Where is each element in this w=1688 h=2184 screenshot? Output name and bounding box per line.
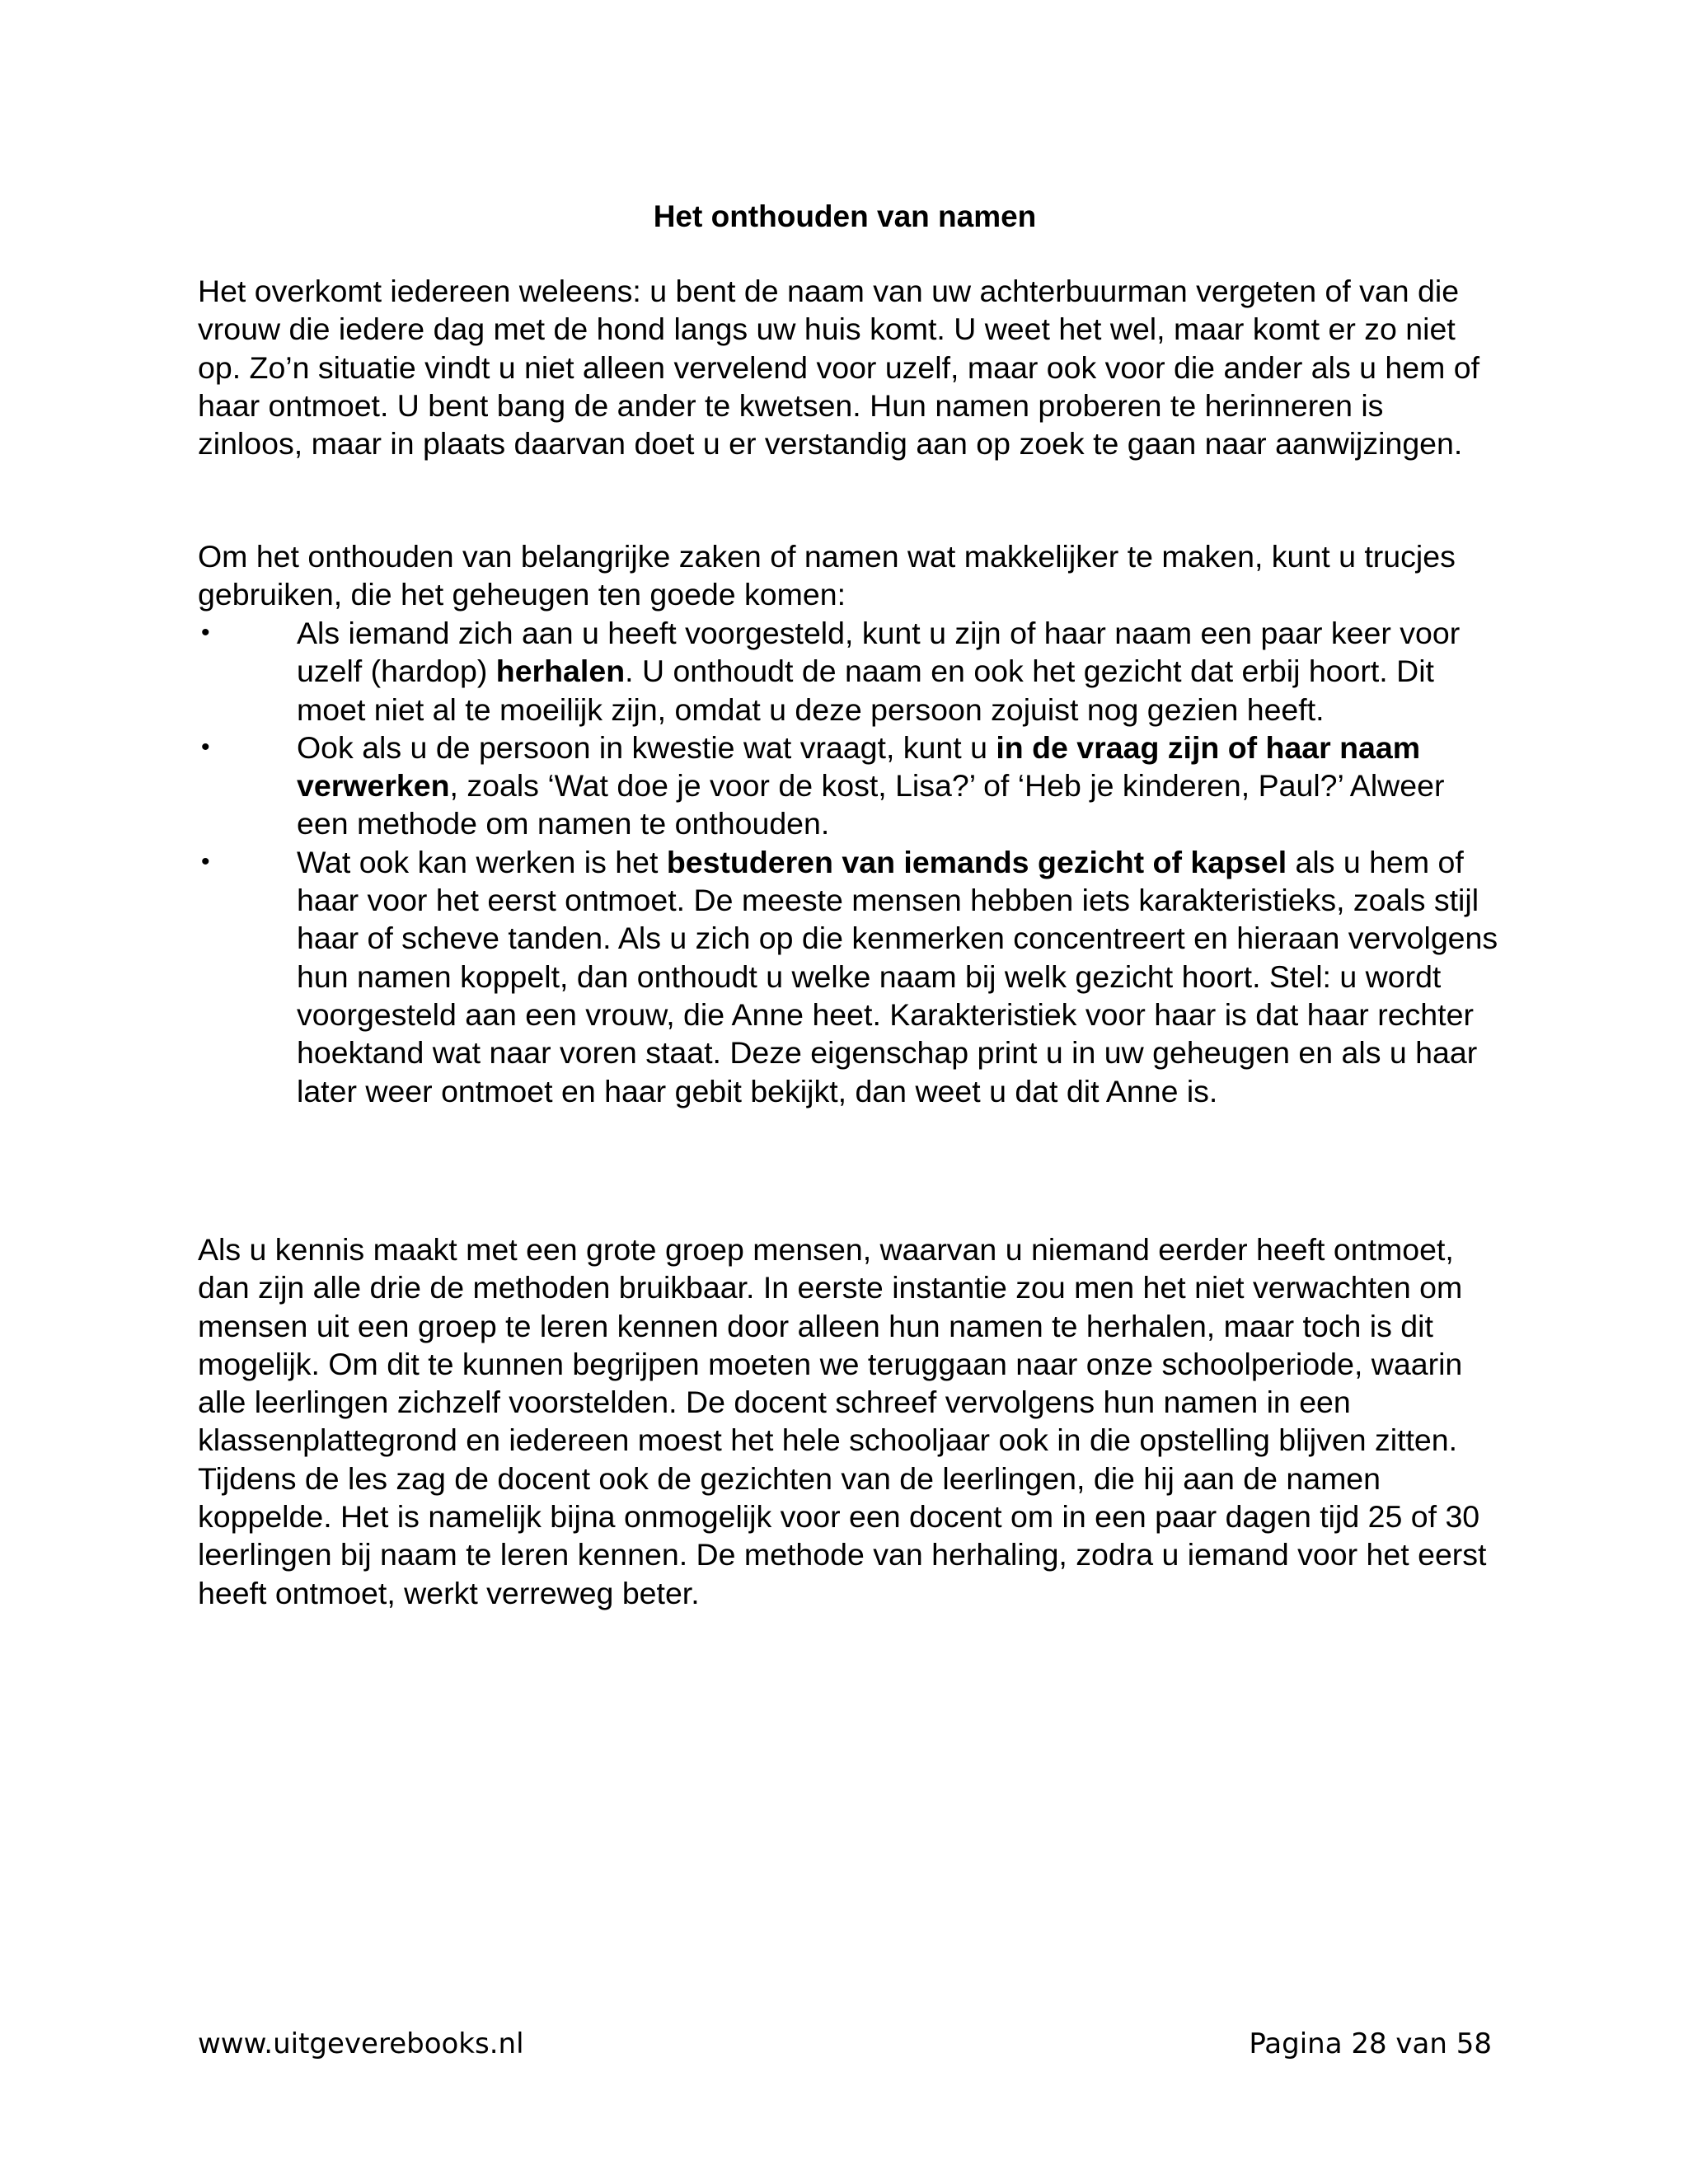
- footer-website: www.uitgeverebooks.nl: [198, 2027, 524, 2060]
- list-item-text: [297, 843, 1500, 1110]
- list-item-emphasis: herhalen: [495, 654, 626, 689]
- bullet-icon: •: [201, 733, 210, 761]
- list-item-text-after: . U onthoudt de naam en ook het gezicht dat erbij hoort. Dit moet niet al te moeilijk zijn, omdat u deze persoon zojuist nog gezien heeft.: [297, 654, 1434, 727]
- list-item-text: [297, 614, 1500, 729]
- list-item: [198, 843, 1498, 1110]
- bullet-icon: •: [201, 847, 210, 875]
- tips-intro-paragraph: Om het onthouden van belangrijke zaken of namen wat makkelijker te maken, kunt u trucjes gebruiken, die het geheugen ten goede komen:: [198, 539, 1456, 612]
- list-item-text-after: als u hem of haar voor het eerst ontmoet. De meeste mensen hebben iets karakteristieks, zoals stijl haar of scheve tanden. Als u zich op die kenmerken concentreert en hieraan vervolgens hun namen koppelt, dan onthoudt u welke naam bij welk gezicht hoort. Stel: u wordt voorgesteld aan een vrouw, die Anne heet. Karakteristiek voor haar is dat haar rechter hoektand wat naar voren staat. Deze eigenschap print u in uw geheugen en als u haar later weer ontmoet en haar gebit bekijkt, dan weet u dat dit Anne is.: [297, 844, 1498, 1108]
- page-footer: [198, 2027, 1492, 2060]
- tips-list: [198, 614, 1498, 1110]
- list-item-text-before: Wat ook kan werken is het: [297, 844, 667, 879]
- page-title: Het onthouden van namen: [653, 199, 1037, 233]
- list-item-emphasis: in de vraag zijn of haar naam verwerken: [297, 729, 1421, 804]
- list-item: [198, 729, 1492, 843]
- footer-page-number: Pagina 28 van 58: [1249, 2027, 1492, 2060]
- conclusion-paragraph: Als u kennis maakt met een grote groep mensen, waarvan u niemand eerder heeft ontmoet, dan zijn alle drie de methoden bruikbaar. In eerste instantie zou men het niet verwachten om mensen uit een groep te leren kennen door alleen hun namen te herhalen, maar toch is dit mogelijk. Om dit te kunnen begrijpen moeten we teruggaan naar onze schoolperiode, waarin alle leerlingen zichzelf voorstelden. De docent schreef vervolgens hun namen in een klassenplattegrond en iedereen moest het hele schooljaar ook in die opstelling blijven zitten. Tijdens de les zag de docent ook de gezichten van de leerlingen, die hij aan de namen koppelde. Het is namelijk bijna onmogelijk voor een docent om in een paar dagen tijd 25 of 30 leerlingen bij naam te leren kennen. De methode van herhaling, zodra u iemand voor het eerst heeft ontmoet, werkt verreweg beter.: [198, 1232, 1487, 1610]
- list-item-text: [297, 729, 1500, 843]
- list-item-emphasis: bestuderen van iemands gezicht of kapsel: [666, 844, 1287, 879]
- intro-paragraph: Het overkomt iedereen weleens: u bent de naam van uw achterbuurman vergeten of van die vrouw die iedere dag met de hond langs uw huis komt. U weet het wel, maar komt er zo niet op. Zo’n situatie vindt u niet alleen vervelend voor uzelf, maar ook voor die ander als u hem of haar ontmoet. U bent bang de ander te kwetsen. Hun namen proberen te herinneren is zinloos, maar in plaats daarvan doet u er verstandig aan op zoek te gaan naar aanwijzingen.: [198, 274, 1480, 462]
- list-item-text-before: Als iemand zich aan u heeft voorgesteld, kunt u zijn of haar naam een paar keer voor uzelf (hardop): [297, 616, 1461, 689]
- list-item: [198, 614, 1492, 729]
- bullet-icon: •: [201, 619, 210, 646]
- list-item-text-before: Ook als u de persoon in kwestie wat vraagt, kunt u: [297, 729, 996, 765]
- list-item-text-after: , zoals ‘Wat doe je voor de kost, Lisa?’ of ‘Heb je kinderen, Paul?’ Alweer een methode om namen te onthouden.: [297, 768, 1445, 841]
